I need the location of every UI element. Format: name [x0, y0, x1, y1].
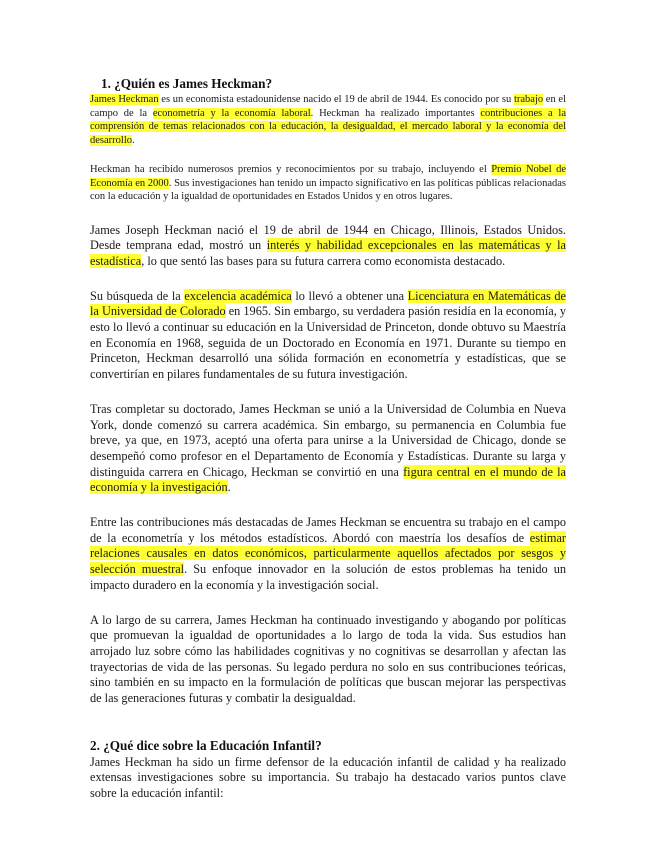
highlight: estimar relaciones causales en datos económicos, particularmente aquellos afectados por sesgos y selección muestral	[90, 530, 566, 577]
highlight: contribuciones a la comprensión de temas relacionados con la educación, la desigualdad, el mercado laboral y la economía del desarrollo	[90, 107, 567, 146]
section-1-paragraph-7: A lo largo de su carrera, James Heckman ha continuado investigando y abogando por políticas que promuevan la igualdad de oportunidades a lo largo de toda la vida. Sus estudios han arrojado luz sobre cómo las habilidades cognitivas y no cognitivas se desarrollan y afectan las trayectorias de vida de las personas. Su legado perdura no solo en sus contribuciones teóricas, sino también en su impacto en la formulación de políticas que buscan mejorar las perspectivas de las generaciones futuras y combatir la desigualdad.	[90, 612, 566, 706]
section-1-heading: 1. ¿Quién es James Heckman?	[101, 76, 273, 91]
highlight: trabajo	[513, 94, 544, 105]
section-2-paragraph-1: James Heckman ha sido un firme defensor de la educación infantil de calidad y ha realizado extensas investigaciones sobre su importancia. Su trabajo ha destacado varios puntos clave sobre la educación infantil:	[90, 754, 566, 801]
highlight: econometría y la economía laboral	[152, 107, 311, 119]
highlight: Premio Nobel de Economía en 2000	[90, 164, 566, 189]
section-1-paragraph-4: Su búsqueda de la excelencia académica lo llevó a obtener una Licenciatura en Matemáticas de la Universidad de Colorado en 1965. Sin embargo, su verdadera pasión residía en la economía, y esto lo llevó a continuar su educación en la Universidad de Princeton, donde obtuvo su Maestría en Economía en 1968, seguida de un Doctorado en Economía en 1971. Durante su tiempo en Princeton, Heckman desarrolló una sólida formación en econometría y estadísticas, que se convertirían en pilares fundamentales de su futura investigación.	[90, 288, 567, 382]
section-1-paragraph-1: James Heckman es un economista estadounidense nacido el 19 de abril de 1944. Es conocido por su trabajo en el campo de la econometría y la economía laboral. Heckman ha realizado importantes contribuciones a la comprensión de temas relacionados con la educación, la desigualdad, el mercado laboral y la economía del desarrollo.	[90, 94, 567, 146]
section-2-heading: 2. ¿Qué dice sobre la Educación Infantil?	[90, 737, 322, 753]
section-1-paragraph-2: Heckman ha recibido numerosos premios y reconocimientos por su trabajo, incluyendo el Premio Nobel de Economía en 2000. Sus investigaciones han tenido un impacto significativo en las políticas públicas relacionadas con la educación y la igualdad de oportunidades en Estados Unidos y en otros lugares.	[90, 164, 566, 202]
highlight: excelencia académica	[184, 288, 292, 303]
section-1-paragraph-5: Tras completar su doctorado, James Heckman se unió a la Universidad de Columbia en Nueva York, donde comenzó su carrera académica. Sin embargo, su permanencia en Columbia fue breve, ya que, en 1973, aceptó una oferta para unirse a la Universidad de Chicago, donde se desempeñó como profesor en el Departamento de Economía y Estadísticas. Durante su larga y distinguida carrera en Chicago, Heckman se convirtió en una figura central en el mundo de la economía y la investigación.	[90, 401, 566, 495]
highlight: interés y habilidad excepcionales en las matemáticas y la estadística	[90, 238, 567, 268]
highlight: James Heckman	[90, 94, 159, 105]
section-1-paragraph-3: James Joseph Heckman nació el 19 de abril de 1944 en Chicago, Illinois, Estados Unidos. Desde temprana edad, mostró un interés y habilidad excepcionales en las matemáticas y la estadística, lo que sentó las bases para su futura carrera como economista destacado.	[90, 222, 567, 268]
highlight: figura central en el mundo de la economía y la investigación	[90, 464, 566, 495]
section-1-paragraph-6: Entre las contribuciones más destacadas de James Heckman se encuentra su trabajo en el campo de la econometría y los métodos estadísticos. Abordó con maestría los desafíos de estimar relaciones causales en datos económicos, particularmente aquellos afectados por sesgos y selección muestral. Su enfoque innovador en la solución de estos problemas ha tenido un impacto duradero en la economía y la investigación social.	[90, 515, 566, 592]
highlight: Licenciatura en Matemáticas de la Universidad de Colorado	[90, 288, 566, 319]
